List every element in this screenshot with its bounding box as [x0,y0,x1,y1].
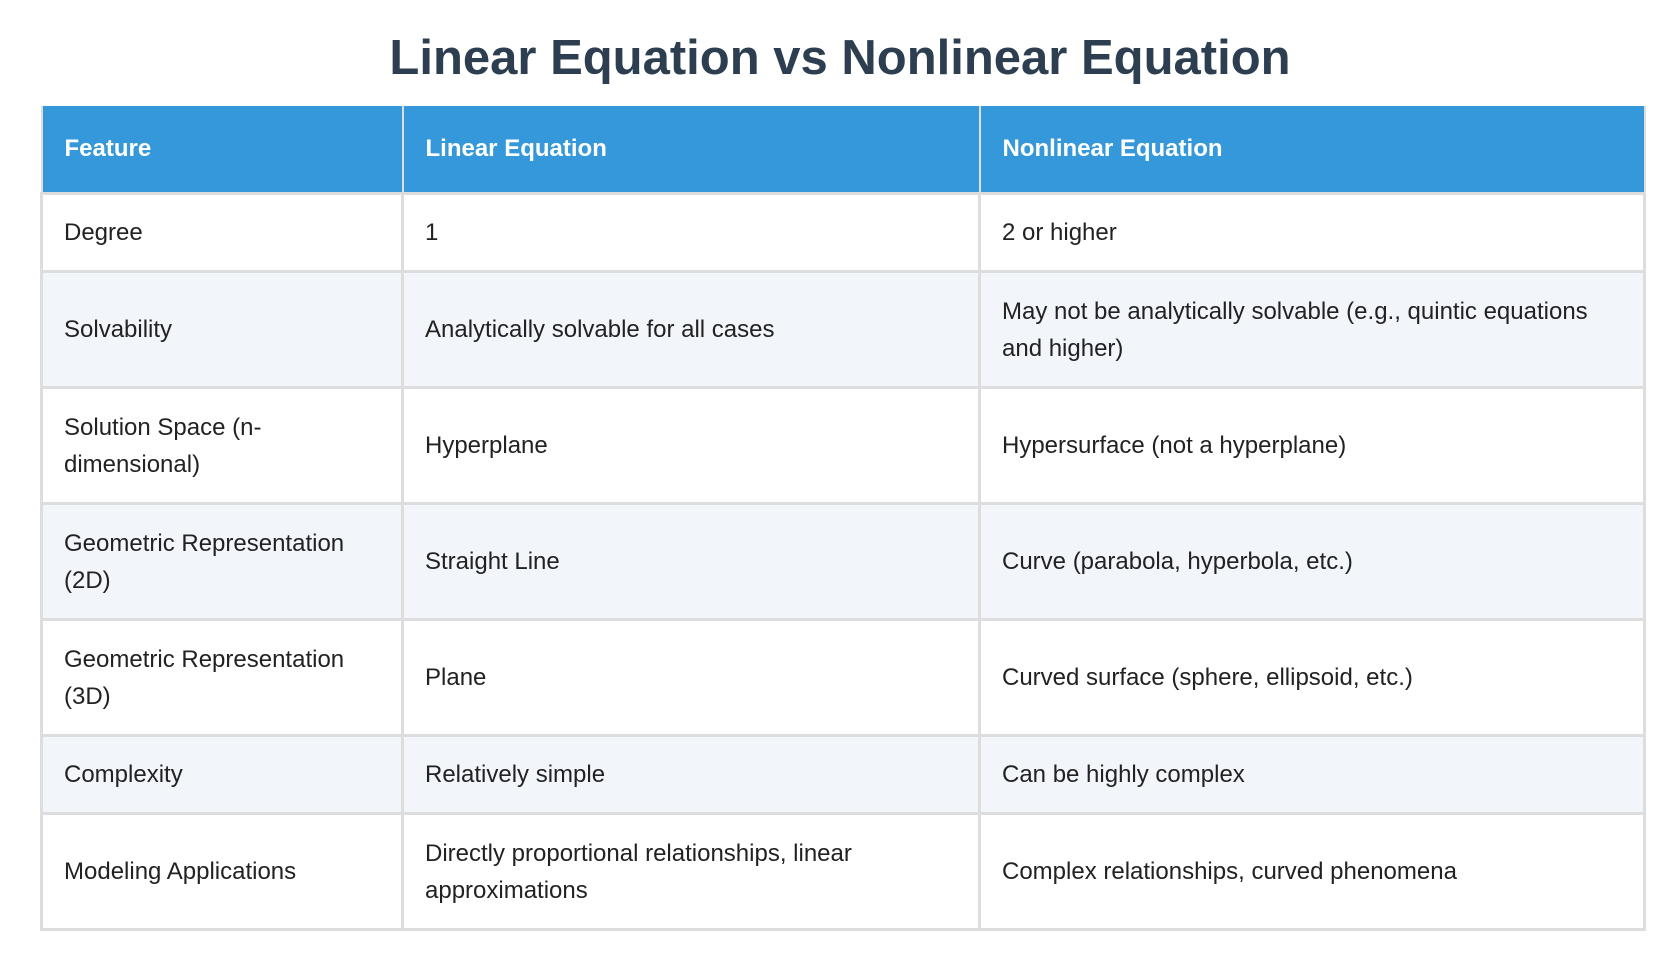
feature-cell: Geometric Representation (3D) [42,620,403,736]
linear-cell: 1 [403,194,980,272]
nonlinear-cell: Can be highly complex [980,736,1645,814]
table-row [42,504,1645,620]
feature-cell: Geometric Representation (2D) [42,504,403,620]
nonlinear-cell: Curve (parabola, hyperbola, etc.) [980,504,1645,620]
table-row [42,194,1645,272]
feature-cell: Complexity [42,736,403,814]
linear-cell: Analytically solvable for all cases [403,272,980,388]
linear-cell: Hyperplane [403,388,980,504]
header-nonlinear-equation: Nonlinear Equation [980,106,1645,194]
nonlinear-cell: Curved surface (sphere, ellipsoid, etc.) [980,620,1645,736]
linear-cell: Directly proportional relationships, linear approximations [403,814,980,930]
linear-cell: Relatively simple [403,736,980,814]
linear-cell: Plane [403,620,980,736]
linear-cell: Straight Line [403,504,980,620]
comparison-table [40,106,1646,931]
feature-cell: Modeling Applications [42,814,403,930]
page-title: Linear Equation vs Nonlinear Equation [389,31,1291,85]
table-row [42,736,1645,814]
table-header [42,106,1645,194]
nonlinear-cell: May not be analytically solvable (e.g., quintic equations and higher) [980,272,1645,388]
header-row [42,106,1645,194]
nonlinear-cell: Hypersurface (not a hyperplane) [980,388,1645,504]
table-body [42,194,1645,930]
nonlinear-cell: 2 or higher [980,194,1645,272]
feature-cell: Degree [42,194,403,272]
header-linear-equation: Linear Equation [403,106,980,194]
table-row [42,388,1645,504]
table-row [42,272,1645,388]
nonlinear-cell: Complex relationships, curved phenomena [980,814,1645,930]
feature-cell: Solution Space (n-dimensional) [42,388,403,504]
feature-cell: Solvability [42,272,403,388]
table-row [42,620,1645,736]
table-row [42,814,1645,930]
header-feature: Feature [42,106,403,194]
